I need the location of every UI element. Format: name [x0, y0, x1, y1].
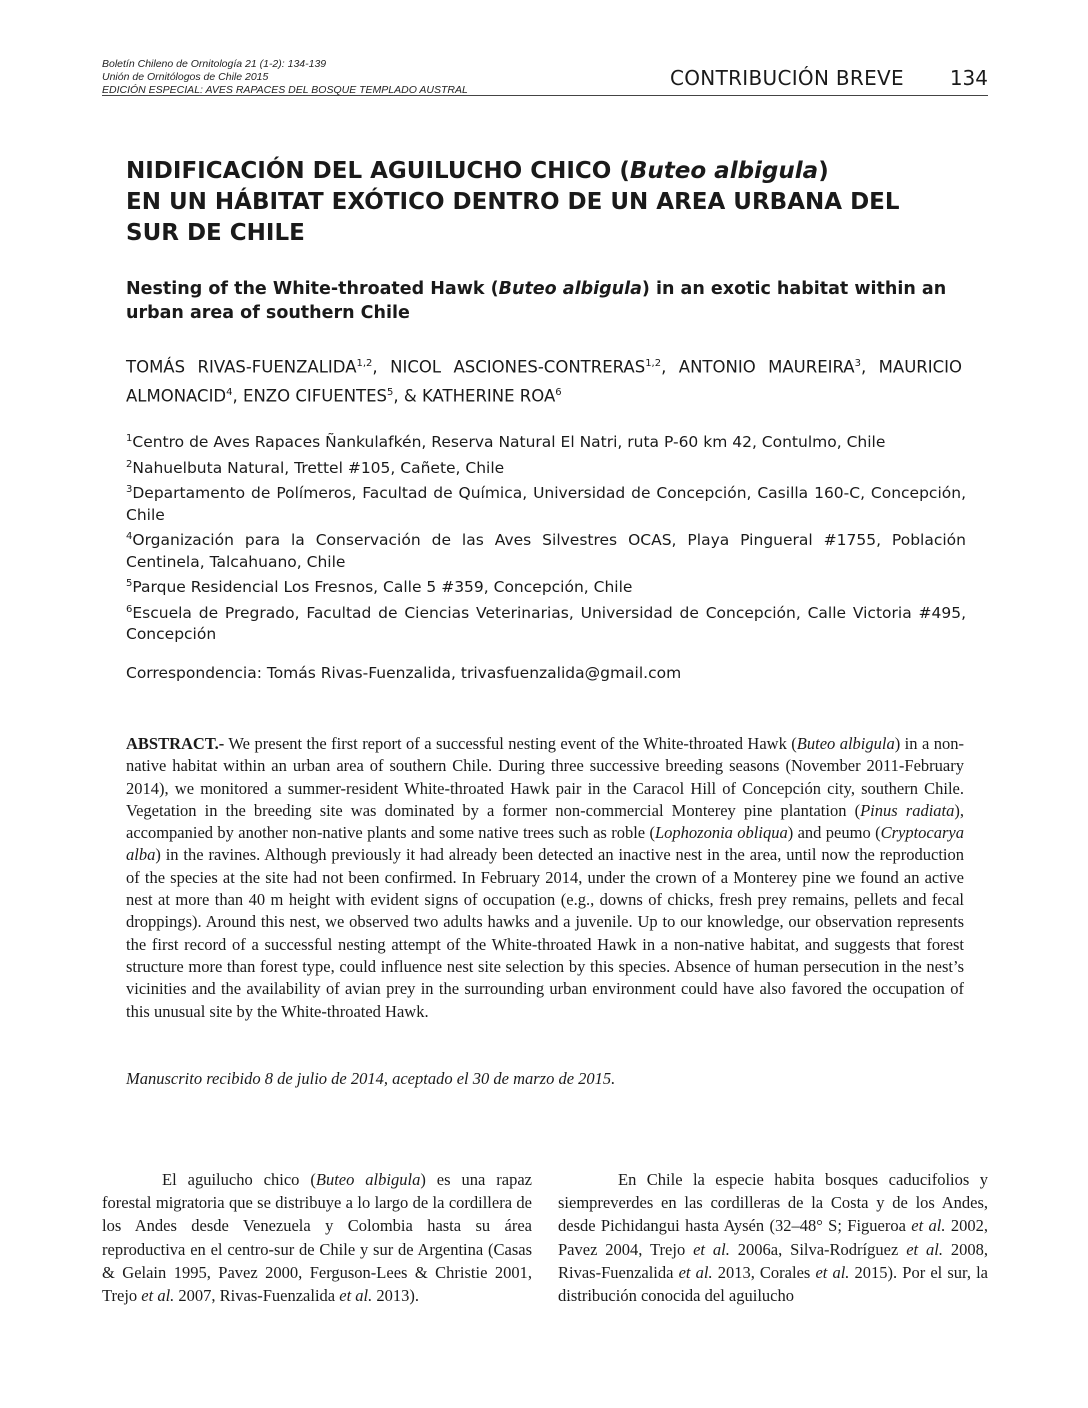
citation-etal: et al.: [678, 1262, 713, 1282]
author-name: NICOL ASCIONES-CONTRERAS: [390, 357, 646, 377]
body-text: 2015). Por el sur, la distribución conocida del aguilucho: [558, 1262, 988, 1306]
abstract-label: ABSTRACT.-: [126, 734, 225, 753]
title-en-text: ) in an exotic habitat within an urban area of southern Chile: [126, 279, 947, 323]
header-rule: [102, 95, 988, 96]
citation-etal: et al.: [815, 1262, 850, 1282]
section-label: CONTRIBUCIÓN BREVE: [670, 66, 904, 90]
abstract-text: ) in a non-native habitat within an urban area of southern Chile. During three successive breeding seasons (November 2011-February 2014), we monitored a summer-resident White-throated Hawk pair in the Caracol Hill of Concepción city, southern Chile. Vegetation in the breeding site was dominated by a former non-commercial Monterey pine plantation (: [126, 734, 964, 820]
abstract-species: Cryptocarya alba: [126, 823, 964, 865]
author-affiliation-mark: 4: [226, 386, 233, 398]
title-es-text: ): [818, 158, 829, 184]
body-species: Buteo albigula: [315, 1170, 421, 1189]
author-affiliation-mark: 1,2: [645, 358, 662, 369]
author-affiliation-mark: 3: [854, 358, 861, 369]
affiliation-list: [126, 428, 966, 646]
author-name: ENZO CIFUENTES: [243, 386, 388, 405]
page-number: 134: [949, 66, 988, 90]
body-column-left: [102, 1168, 532, 1307]
correspondence: Correspondencia: Tomás Rivas-Fuenzalida, trivasfuenzalida@gmail.com: [126, 664, 682, 682]
author-separator: ,: [372, 357, 391, 377]
author-list: [126, 351, 962, 408]
body-text: En Chile la especie habita bosques caducifolios y siempreverdes en las cordilleras de la Costa y de los Andes, desde Pichidangui hasta Aysén (32–48° S; Figueroa: [558, 1170, 988, 1236]
abstract-text: We present the first report of a successful nesting event of the White-throated Hawk (: [224, 734, 797, 753]
body-text: 2006a, Silva-Rodríguez: [729, 1239, 907, 1259]
author-name: TOMÁS RIVAS-FUENZALIDA: [126, 357, 357, 377]
body-text: 2013, Corales: [712, 1262, 816, 1282]
abstract-text: ) in the ravines. Although previously it had already been detected an inactive nest in the area, until now the reproduction of the species at the site had not been confirmed. In February 2014, under the crown of a Monterey pine we found an active nest at more than 40 m height with evident signs of occupation (e.g., downs of chicks, fresh prey remains, pellets and fecal droppings). Around this nest, we observed two adults hawks and a juvenile. Up to our knowledge, our observation represents the first record of a successful nesting attempt of the White-throated Hawk in a non-native habitat, and suggests that forest structure more than forest type, could influence nest site selection by this species. Absence of human persecution in the nest’s vicinities and the availability of avian prey in the surrounding urban environment could have also favored the occupation of this unusual site by the White-throated Hawk.: [126, 845, 964, 1021]
journal-info: [102, 58, 468, 97]
affiliation-number: 2: [126, 458, 133, 470]
citation-etal: et al.: [339, 1286, 373, 1306]
affiliation-number: 4: [126, 531, 133, 543]
body-paragraph: [558, 1168, 988, 1307]
affiliation-item: [126, 454, 966, 480]
affiliation-item: [126, 428, 966, 454]
author-name: ANTONIO MAUREIRA: [678, 357, 855, 377]
body-text: 2008, Rivas-Fuenzalida: [558, 1239, 988, 1282]
affiliation-text: Centro de Aves Rapaces Ñankulafkén, Reserva Natural El Natri, ruta P-60 km 42, Contulmo, Chile: [132, 433, 886, 452]
affiliation-item: [126, 599, 966, 646]
journal-publisher: Unión de Ornitólogos de Chile 2015: [102, 71, 269, 83]
author-name: KATHERINE ROA: [422, 386, 556, 405]
title-en-species: Buteo albigula: [498, 279, 642, 299]
affiliation-text: Departamento de Polímeros, Facultad de Química, Universidad de Concepción, Casilla 160-C, Concepción, Chile: [126, 484, 966, 524]
body-text: 2013).: [372, 1286, 419, 1306]
affiliation-number: 6: [126, 603, 133, 615]
affiliation-number: 3: [126, 484, 133, 496]
abstract-species: Buteo albigula: [796, 734, 895, 753]
title-en-text: Nesting of the White-throated Hawk (: [126, 279, 499, 299]
citation-etal: et al.: [911, 1216, 946, 1236]
abstract-text: ) and peumo (: [787, 823, 881, 843]
author-separator: ,: [860, 357, 879, 377]
author-affiliation-mark: 5: [387, 386, 394, 398]
abstract-species: Lophozonia obliqua: [655, 823, 788, 843]
title-english: [126, 277, 986, 325]
citation-etal: et al.: [141, 1286, 175, 1306]
affiliation-text: Organización para la Conservación de las Aves Silvestres OCAS, Playa Pingueral #1755, Población Centinela, Talcahuano, Chile: [126, 531, 966, 571]
title-spanish: [126, 156, 986, 249]
special-edition: EDICIÓN ESPECIAL: AVES RAPACES DEL BOSQUE TEMPLADO AUSTRAL: [102, 84, 468, 96]
affiliation-text: Nahuelbuta Natural, Trettel #105, Cañete, Chile: [132, 458, 505, 477]
citation-etal: et al.: [693, 1239, 730, 1259]
abstract-species: Pinus radiata: [860, 800, 955, 820]
body-text: El aguilucho chico (: [162, 1170, 316, 1189]
title-es-species: Buteo albigula: [629, 158, 819, 184]
citation-etal: et al.: [906, 1239, 943, 1259]
abstract: [126, 733, 964, 1023]
author-separator: ,: [661, 357, 679, 377]
affiliation-text: Parque Residencial Los Fresnos, Calle 5 #359, Concepción, Chile: [132, 578, 633, 597]
author-separator: ,: [232, 386, 244, 405]
title-es-line2: EN UN HÁBITAT EXÓTICO DENTRO DE UN AREA URBANA DEL: [126, 189, 900, 215]
affiliation-number: 5: [126, 578, 133, 590]
author-affiliation-mark: 1,2: [356, 358, 373, 369]
title-es-line3: SUR DE CHILE: [126, 220, 305, 246]
body-paragraph: [102, 1168, 532, 1307]
author-separator: , &: [393, 386, 423, 405]
body-text: 2007, Rivas-Fuenzalida: [174, 1286, 340, 1306]
title-es-text: NIDIFICACIÓN DEL AGUILUCHO CHICO (: [126, 158, 630, 184]
affiliation-item: [126, 526, 966, 573]
journal-citation: Boletín Chileno de Ornitología 21 (1-2): 134-139: [102, 58, 327, 70]
author-name: MAURICIO ALMONACID: [126, 357, 962, 405]
abstract-text: ), accompanied by another non-native plants and some native trees such as roble (: [126, 800, 964, 843]
affiliation-item: [126, 479, 966, 526]
body-text: 2002, Pavez 2004, Trejo: [558, 1216, 988, 1259]
author-affiliation-mark: 6: [555, 386, 562, 398]
affiliation-text: Escuela de Pregrado, Facultad de Ciencias Veterinarias, Universidad de Concepción, Calle Victoria #495, Concepción: [126, 603, 966, 644]
affiliation-item: [126, 573, 966, 599]
affiliation-number: 1: [126, 433, 133, 444]
body-text: ) es una rapaz forestal migratoria que se distribuye a lo largo de la cordillera de los Andes desde Venezuela y Colombia hasta su área reproductiva en el centro-sur de Chile y sur de Argentina (Casas & Gelain 1995, Pavez 2000, Ferguson-Lees & Christie 2001, Trejo: [102, 1170, 532, 1306]
body-column-right: [558, 1168, 988, 1307]
received-date: Manuscrito recibido 8 de julio de 2014, aceptado el 30 de marzo de 2015.: [126, 1069, 616, 1088]
